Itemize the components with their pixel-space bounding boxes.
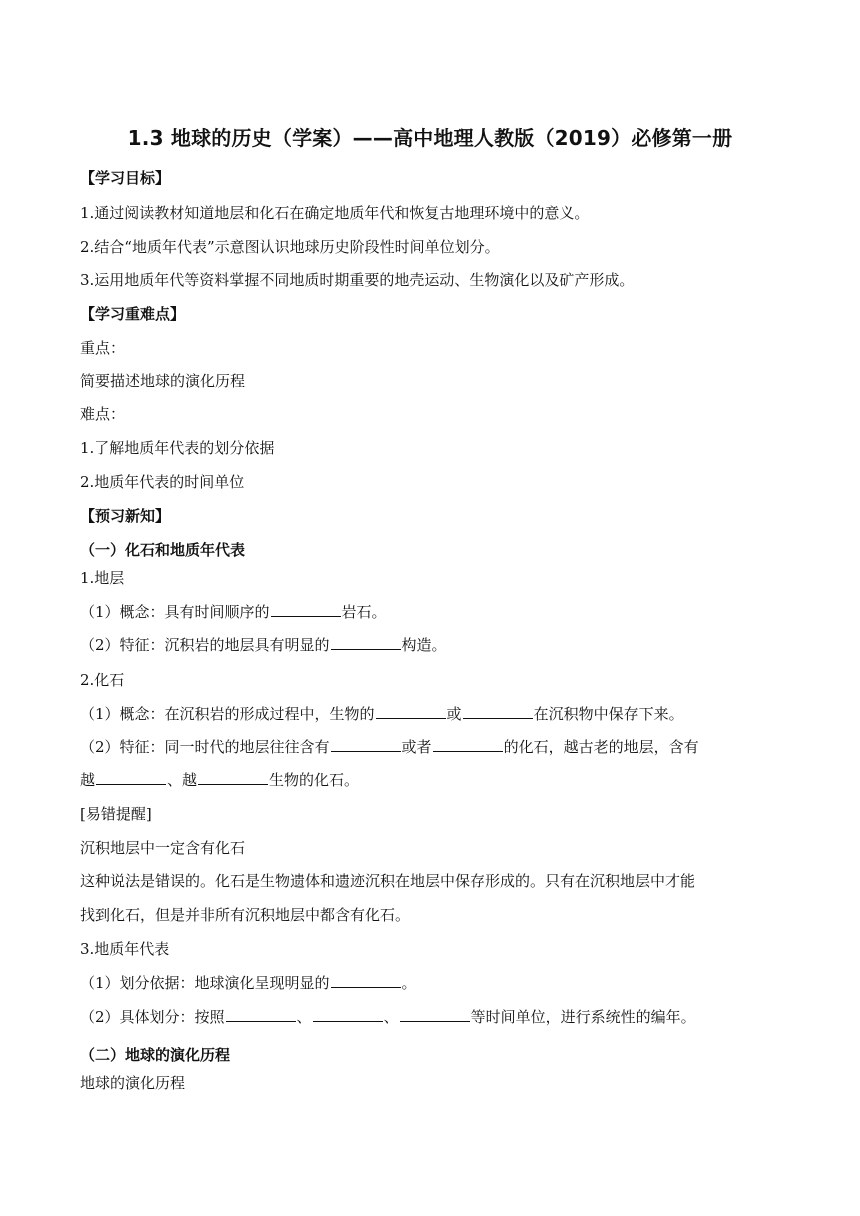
- answer-blank[interactable]: [198, 770, 268, 785]
- reminder-explain-1: 这种说法是错误的。化石是生物遗体和遗迹沉积在地层中保存形成的。只有在沉积地层中才能: [80, 872, 696, 890]
- answer-blank[interactable]: [331, 973, 401, 988]
- key-points-header: 【学习重难点】: [80, 305, 186, 323]
- fossil-heading: 2.化石: [80, 671, 125, 689]
- reminder-header: [易错提醒]: [80, 805, 152, 823]
- answer-blank[interactable]: [313, 1007, 383, 1022]
- reminder-explain-2: 找到化石，但是并非所有沉积地层中都含有化石。: [80, 906, 411, 924]
- difficulty-item-2: 2.地质年代表的时间单位: [80, 473, 245, 491]
- goal-3: 3.运用地质年代等资料掌握不同地质时期重要的地壳运动、生物演化以及矿产形成。: [80, 271, 635, 289]
- part2-header: （二）地球的演化历程: [80, 1046, 231, 1064]
- key-label: 重点：: [80, 339, 126, 357]
- answer-blank[interactable]: [463, 704, 533, 719]
- timescale-basis: （1）划分依据：地球演化呈现明显的 。: [80, 974, 417, 992]
- timescale-division: （2）具体划分：按照 、 、 等时间单位，进行系统性的编年。: [80, 1008, 696, 1026]
- answer-blank[interactable]: [376, 704, 446, 719]
- answer-blank[interactable]: [400, 1007, 470, 1022]
- difficulty-item-1: 1.了解地质年代表的划分依据: [80, 439, 275, 457]
- goals-header: 【学习目标】: [80, 169, 171, 187]
- fossil-feature: （2）特征：同一时代的地层往往含有 或者 的化石，越古老的地层，含有: [80, 738, 699, 756]
- part1-header: （一）化石和地质年代表: [80, 541, 246, 559]
- strata-concept: （1）概念：具有时间顺序的 岩石。: [80, 603, 387, 621]
- answer-blank[interactable]: [226, 1007, 296, 1022]
- fossil-feature-cont: 越 、越 生物的化石。: [80, 771, 360, 789]
- answer-blank[interactable]: [96, 770, 166, 785]
- difficulty-label: 难点：: [80, 405, 126, 423]
- timescale-heading: 3.地质年代表: [80, 940, 170, 958]
- fossil-concept: （1）概念：在沉积岩的形成过程中，生物的 或 在沉积物中保存下来。: [80, 705, 684, 723]
- answer-blank[interactable]: [331, 737, 401, 752]
- answer-blank[interactable]: [433, 737, 503, 752]
- goal-1: 1.通过阅读教材知道地层和化石在确定地质年代和恢复古地理环境中的意义。: [80, 204, 590, 222]
- key-text: 简要描述地球的演化历程: [80, 372, 246, 390]
- answer-blank[interactable]: [271, 602, 341, 617]
- part2-text: 地球的演化历程: [80, 1074, 186, 1092]
- strata-heading: 1.地层: [80, 569, 125, 587]
- reminder-claim: 沉积地层中一定含有化石: [80, 839, 246, 857]
- goal-2: 2.结合“地质年代表”示意图认识地球历史阶段性时间单位划分。: [80, 238, 500, 256]
- preview-header: 【预习新知】: [80, 507, 171, 525]
- answer-blank[interactable]: [331, 635, 401, 650]
- strata-feature: （2）特征：沉积岩的地层具有明显的 构造。: [80, 636, 447, 654]
- document-title: 1.3 地球的历史（学案）——高中地理人教版（2019）必修第一册: [127, 126, 733, 150]
